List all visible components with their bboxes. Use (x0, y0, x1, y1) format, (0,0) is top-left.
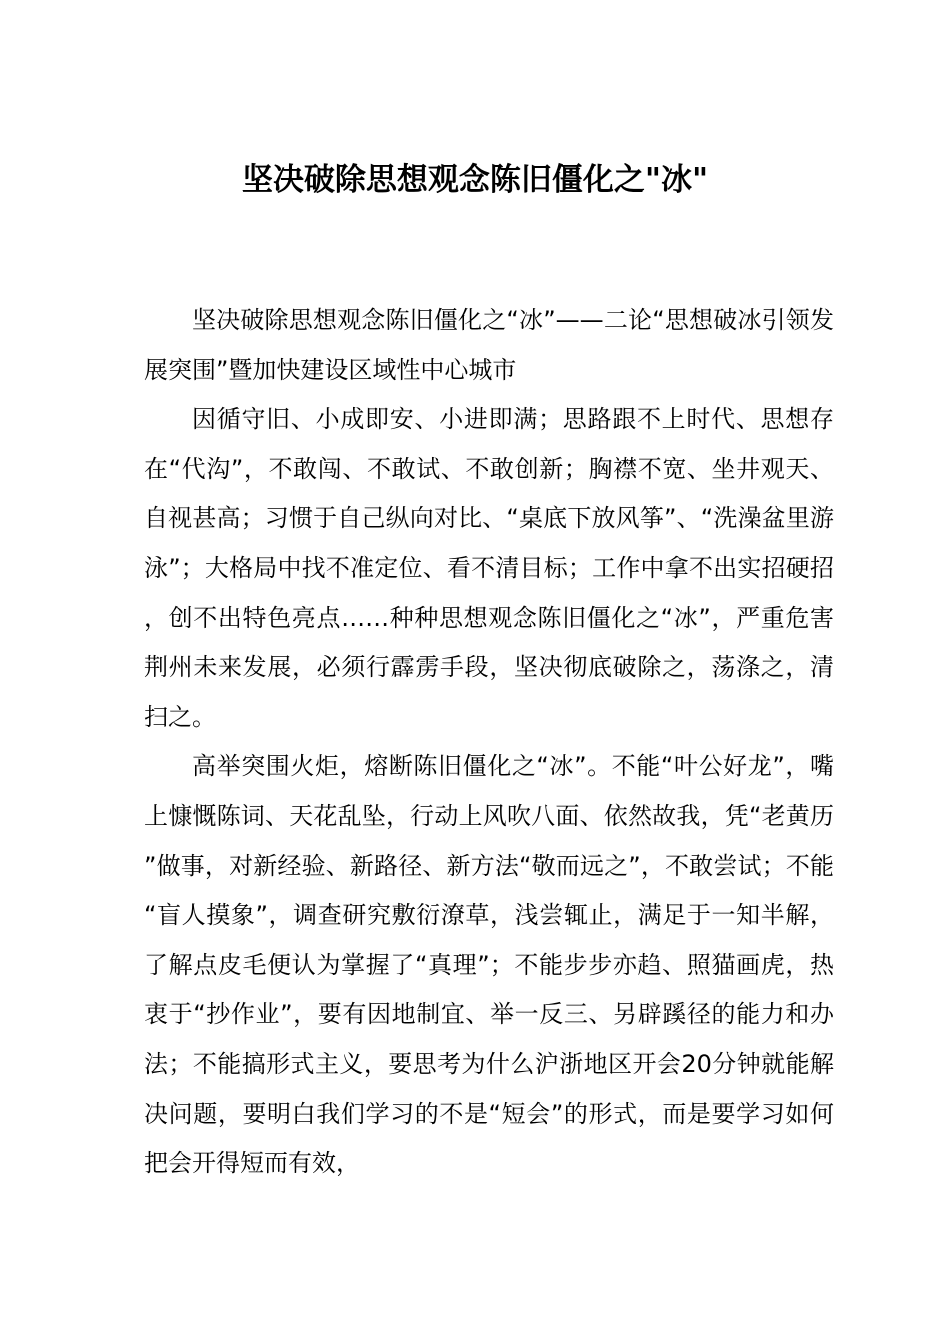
document-body (144, 296, 834, 1189)
document-title: 坚决破除思想观念陈旧僵化之"冰" (241, 162, 709, 198)
paragraph-breakthrough: 高举突围火炬，熔断陈旧僵化之“冰”。不能“叶公好龙”，嘴上慷慨陈词、天花乱坠，行动上风吹八面、依然故我，凭“老黄历”做事，对新经验、新路径、新方法“敬而远之”，不敢尝试；不能“盲人摸象”，调查研究敷衍潦草，浅尝辄止，满足于一知半解，了解点皮毛便认为掌握了“真理”；不能步步亦趋、照猫画虎，热衷于“抄作业”，要有因地制宜、举一反三、另辟蹊径的能力和办法；不能搞形式主义，要思考为什么沪浙地区开会20分钟就能解决问题，要明白我们学习的不是“短会”的形式，而是要学习如何把会开得短而有效， (144, 752, 834, 1178)
paragraph-problems: 因循守旧、小成即安、小进即满；思路跟不上时代、思想存在“代沟”，不敢闯、不敢试、不敢创新；胸襟不宽、坐井观天、自视甚高；习惯于自己纵向对比、“桌底下放风筝”、“洗澡盆里游泳”；大格局中找不准定位、看不清目标；工作中拿不出实招硬招，创不出特色亮点……种种思想观念陈旧僵化之“冰”，严重危害荆州未来发展，必须行霹雳手段，坚决彻底破除之，荡涤之，清扫之。 (144, 405, 834, 731)
paragraph-subtitle: 坚决破除思想观念陈旧僵化之“冰”——二论“思想破冰引领发展突围”暨加快建设区域性中心城市 (144, 306, 834, 384)
